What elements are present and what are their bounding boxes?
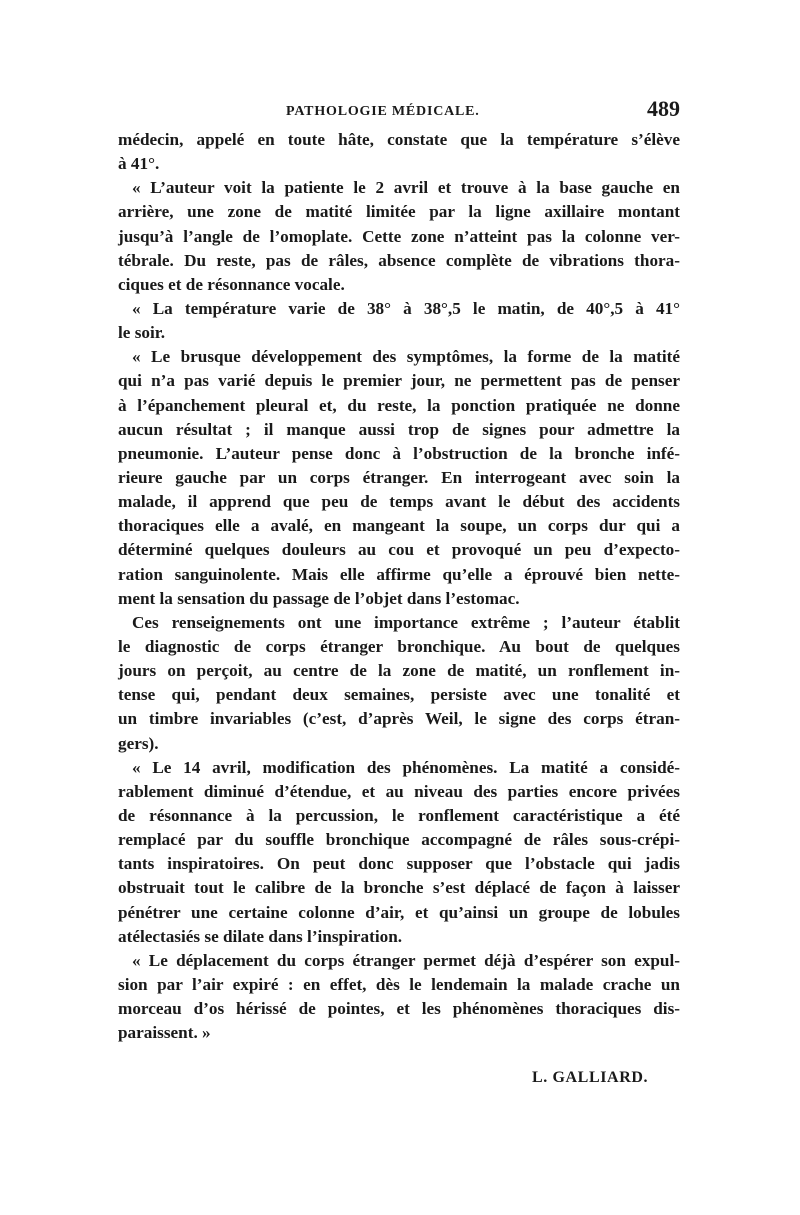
text-line: pneumonie. L’auteur pense donc à l’obstruction de la bronche infé- <box>118 443 680 463</box>
text-line: ciques et de résonnance vocale. <box>118 274 345 294</box>
text-line: médecin, appelé en toute hâte, constate que la température s’élève <box>118 130 680 149</box>
text-line: « L’auteur voit la patiente le 2 avril et trouve à la base gauche en <box>132 178 680 198</box>
text-line: arrière, une zone de matité limitée par la ligne axillaire montant <box>118 202 680 222</box>
text-line: morceau d’os hérissé de pointes, et les phénomènes thoraciques dis- <box>118 999 680 1019</box>
text-line: aucun résultat ; il manque aussi trop de signes pour admettre la <box>118 419 680 439</box>
text-line: remplacé par du souffle bronchique accompagné de râles sous-crépi- <box>118 830 680 850</box>
text-line: tébrale. Du reste, pas de râles, absence complète de vibrations thora- <box>118 250 680 270</box>
text-line: obstruait tout le calibre de la bronche s’est déplacé de façon à laisser <box>118 878 680 898</box>
text-line: déterminé quelques douleurs au cou et provoqué un peu d’expecto- <box>118 540 680 560</box>
text-line: « La température varie de 38° à 38°,5 le matin, de 40°,5 à 41° <box>132 298 680 318</box>
text-line: de résonnance à la percussion, le ronflement caractéristique a été <box>118 805 680 825</box>
text-line: qui n’a pas varié depuis le premier jour, ne permettent pas de penser <box>118 371 680 391</box>
running-title: PATHOLOGIE MÉDICALE. <box>286 104 480 119</box>
text-line: à 41°. <box>118 154 160 174</box>
text-line: tants inspiratoires. On peut donc supposer que l’obstacle qui jadis <box>118 854 680 874</box>
text-line: thoraciques elle a avalé, en mangeant la soupe, un corps dur qui a <box>118 516 680 536</box>
text-line: ment la sensation du passage de l’objet dans l’estomac. <box>118 588 520 608</box>
text-line: pénétrer une certaine colonne d’air, et qu’ainsi un groupe de lobules <box>118 902 680 922</box>
text-line: le diagnostic de corps étranger bronchique. Au bout de quelques <box>118 636 680 656</box>
text-line: « Le brusque développement des symptômes, la forme de la matité <box>132 347 680 367</box>
running-head <box>118 96 680 126</box>
text-line: gers). <box>118 733 159 753</box>
text-line: rablement diminué d’étendue, et au niveau des parties encore privées <box>118 781 680 801</box>
text-line: jours on perçoit, au centre de la zone de matité, un ronflement in- <box>118 661 680 681</box>
text-line: « Le 14 avril, modification des phénomènes. La matité a considé- <box>132 757 680 777</box>
author-signature: L. GALLIARD. <box>532 1069 649 1086</box>
text-line: à l’épanchement pleural et, du reste, la ponction pratiquée ne donne <box>118 395 680 415</box>
text-line: atélectasiés se dilate dans l’inspiration. <box>118 926 403 946</box>
body-text <box>118 128 680 1045</box>
page-number: 489 <box>647 96 680 121</box>
text-line: un timbre invariables (c’est, d’après Weil, le signe des corps étran- <box>118 709 680 729</box>
text-line: le soir. <box>118 323 166 343</box>
text-line: malade, il apprend que peu de temps avant le début des accidents <box>118 492 680 512</box>
text-line: tense qui, pendant deux semaines, persiste avec une tonalité et <box>118 685 680 705</box>
text-line: jusqu’à l’angle de l’omoplate. Cette zone n’atteint pas la colonne ver- <box>118 226 680 246</box>
text-line: ration sanguinolente. Mais elle affirme qu’elle a éprouvé bien nette- <box>118 564 680 584</box>
text-line: sion par l’air expiré : en effet, dès le lendemain la malade crache un <box>118 974 680 994</box>
text-line: rieure gauche par un corps étranger. En interrogeant avec soin la <box>118 467 680 487</box>
text-line: Ces renseignements ont une importance extrême ; l’auteur établit <box>132 612 680 632</box>
text-line: « Le déplacement du corps étranger permet déjà d’espérer son expul- <box>132 950 680 970</box>
text-line: paraissent. » <box>118 1023 211 1043</box>
